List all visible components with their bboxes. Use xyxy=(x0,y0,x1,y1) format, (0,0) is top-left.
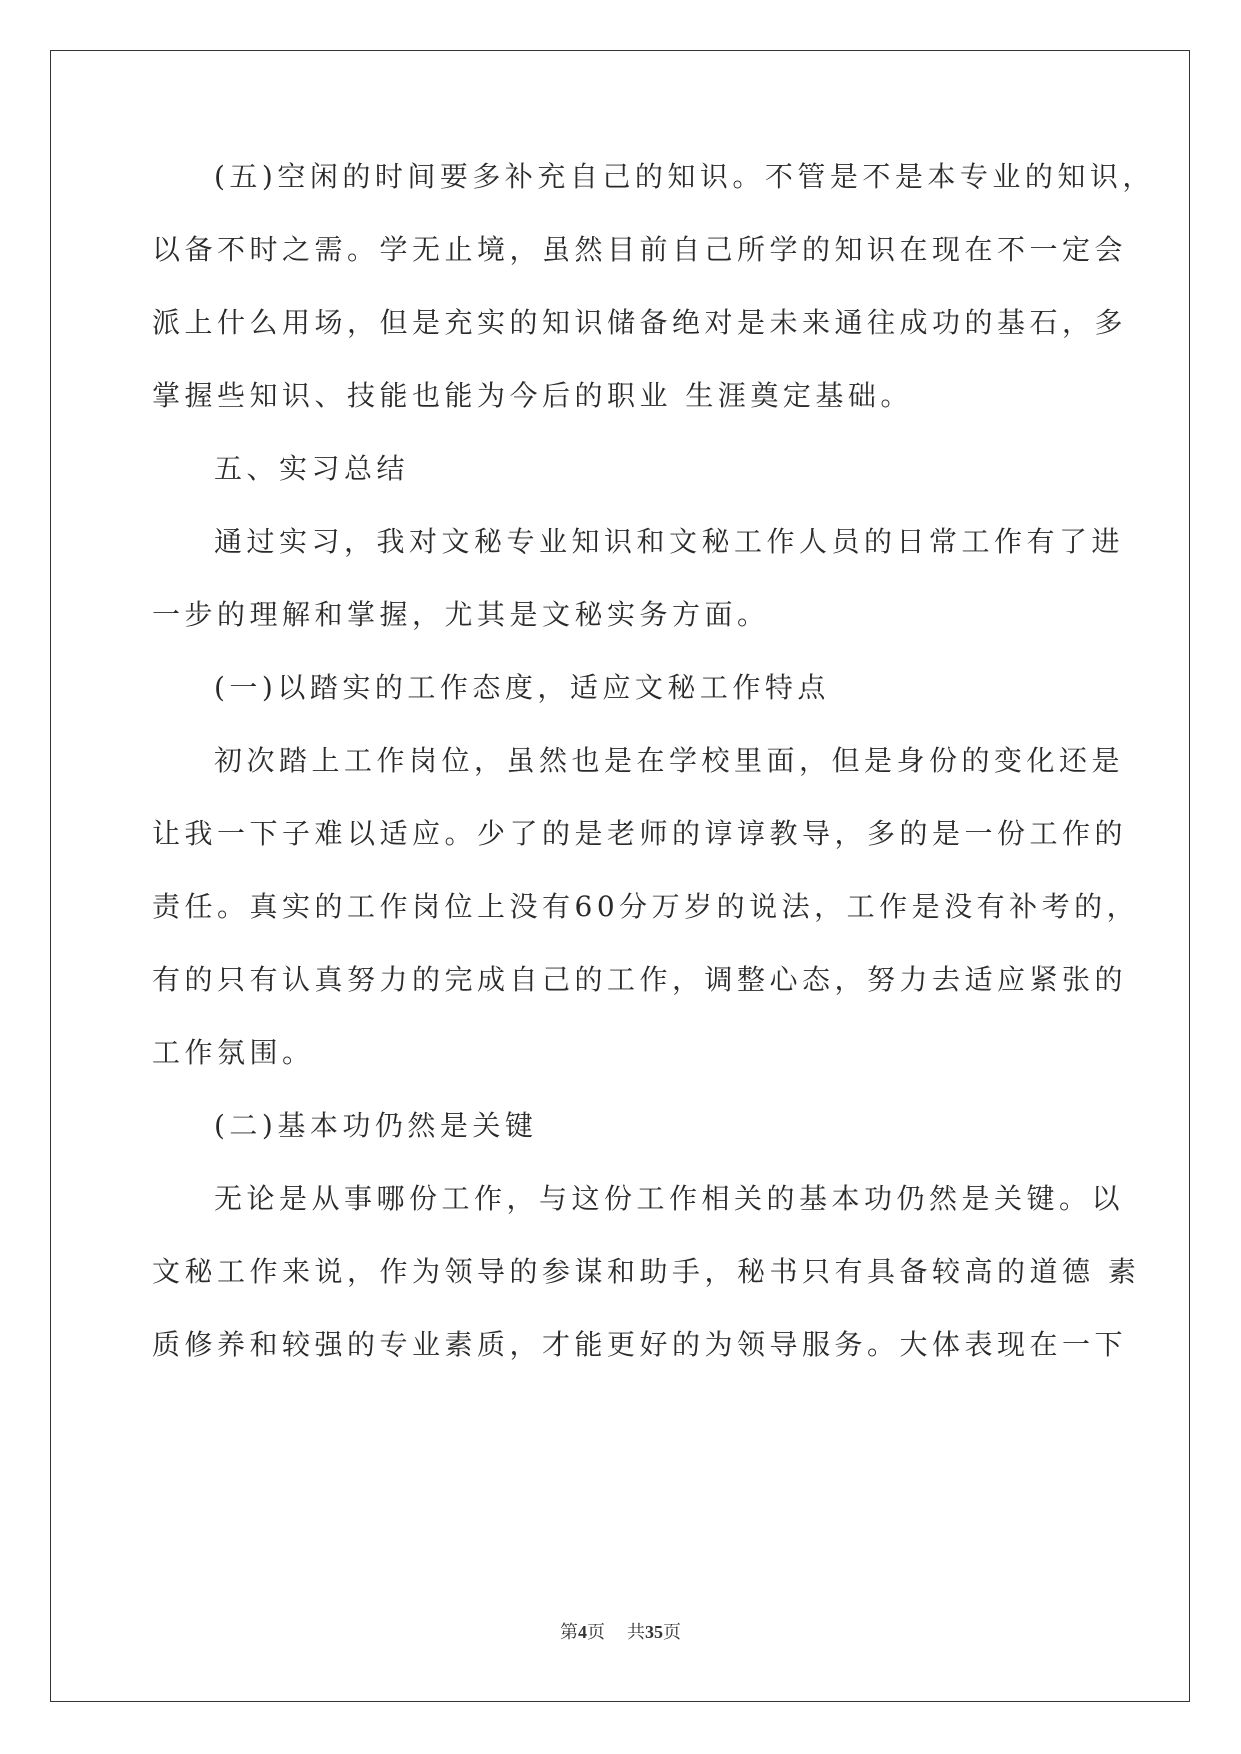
paragraph-line: 工作氛围。 xyxy=(152,1036,315,1069)
paragraph-line: 让我一下子难以适应。少了的是老师的谆谆教导，多的是一份工作的 xyxy=(152,817,1128,850)
page-prefix: 第 xyxy=(560,1622,578,1643)
paragraph-line: 质修养和较强的专业素质，才能更好的为领导服务。大体表现在一下 xyxy=(152,1328,1128,1361)
paragraph-line: 文秘工作来说，作为领导的参谋和助手，秘书只有具备较高的道德 素 xyxy=(152,1255,1141,1288)
paragraph-line: 掌握些知识、技能也能为今后的职业 生涯奠定基础。 xyxy=(152,379,913,412)
total-prefix: 共 xyxy=(627,1622,645,1643)
page-footer xyxy=(0,1620,1241,1645)
paragraph-line: 通过实习，我对文秘专业知识和文秘工作人员的日常工作有了进 xyxy=(214,525,1125,558)
subsection-heading: (二)基本功仍然是关键 xyxy=(214,1109,538,1142)
page-suffix: 页 xyxy=(587,1622,605,1643)
total-suffix: 页 xyxy=(663,1622,681,1643)
page-border xyxy=(50,50,1190,1702)
paragraph-line: 派上什么用场，但是充实的知识储备绝对是未来通往成功的基石，多 xyxy=(152,306,1128,339)
paragraph-line: 责任。真实的工作岗位上没有60分万岁的说法，工作是没有补考的， xyxy=(152,890,1140,923)
page-number: 4 xyxy=(578,1622,587,1642)
paragraph-line: 以备不时之需。学无止境，虽然目前自己所学的知识在现在不一定会 xyxy=(152,233,1128,266)
paragraph-line: 初次踏上工作岗位，虽然也是在学校里面，但是身份的变化还是 xyxy=(214,744,1125,777)
paragraph-line: (五)空闲的时间要多补充自己的知识。不管是不是本专业的知识， xyxy=(214,160,1155,193)
paragraph-line: 一步的理解和掌握，尤其是文秘实务方面。 xyxy=(152,598,770,631)
total-pages: 35 xyxy=(645,1622,663,1642)
subsection-heading: (一)以踏实的工作态度，适应文秘工作特点 xyxy=(214,671,830,704)
paragraph-line: 有的只有认真努力的完成自己的工作，调整心态，努力去适应紧张的 xyxy=(152,963,1128,996)
paragraph-line: 无论是从事哪份工作，与这份工作相关的基本功仍然是关键。以 xyxy=(214,1182,1125,1215)
section-heading: 五、实习总结 xyxy=(214,452,410,485)
